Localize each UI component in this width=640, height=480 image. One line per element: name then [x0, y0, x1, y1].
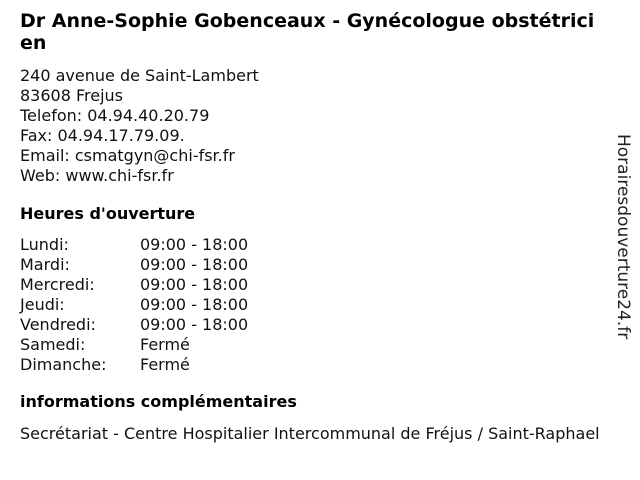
- time-value: 09:00 - 18:00: [140, 315, 249, 334]
- day-label: Mardi:: [20, 255, 70, 274]
- hours-row-tuesday: [20, 255, 605, 275]
- street-address: 240 avenue de Saint-Lambert: [20, 66, 259, 85]
- city-postal-code: 83608 Frejus: [20, 86, 124, 105]
- day-label: Lundi:: [20, 235, 69, 254]
- opening-hours-heading: Heures d'ouverture: [20, 204, 196, 223]
- hours-row-monday: [20, 235, 605, 255]
- additional-info-heading: informations complémentaires: [20, 392, 297, 411]
- additional-info-text: Secrétariat - Centre Hospitalier Intercommunal de Fréjus / Saint-Raphael: [20, 424, 600, 443]
- hours-row-thursday: [20, 295, 605, 315]
- day-label: Dimanche:: [20, 355, 107, 374]
- day-label: Mercredi:: [20, 275, 95, 294]
- time-value: Fermé: [140, 335, 190, 354]
- website: Web: www.chi-fsr.fr: [20, 166, 174, 185]
- brand-watermark-text: Horairesdouverture24.fr: [613, 134, 633, 340]
- hours-row-friday: [20, 315, 605, 335]
- time-value: 09:00 - 18:00: [140, 235, 249, 254]
- day-label: Vendredi:: [20, 315, 96, 334]
- opening-hours-table: [20, 235, 605, 375]
- address-block: [20, 66, 605, 186]
- hours-row-wednesday: [20, 275, 605, 295]
- hours-row-sunday: [20, 355, 605, 375]
- page-title: Dr Anne-Sophie Gobenceaux - Gynécologue obstétricien: [20, 10, 595, 54]
- fax-number: Fax: 04.94.17.79.09.: [20, 126, 185, 145]
- time-value: Fermé: [140, 355, 190, 374]
- day-label: Jeudi:: [20, 295, 65, 314]
- brand-watermark: [612, 134, 634, 346]
- time-value: 09:00 - 18:00: [140, 295, 249, 314]
- day-label: Samedi:: [20, 335, 86, 354]
- email-address: Email: csmatgyn@chi-fsr.fr: [20, 146, 235, 165]
- time-value: 09:00 - 18:00: [140, 255, 249, 274]
- time-value: 09:00 - 18:00: [140, 275, 249, 294]
- hours-row-saturday: [20, 335, 605, 355]
- business-card: [20, 10, 605, 444]
- phone-number: Telefon: 04.94.40.20.79: [20, 106, 210, 125]
